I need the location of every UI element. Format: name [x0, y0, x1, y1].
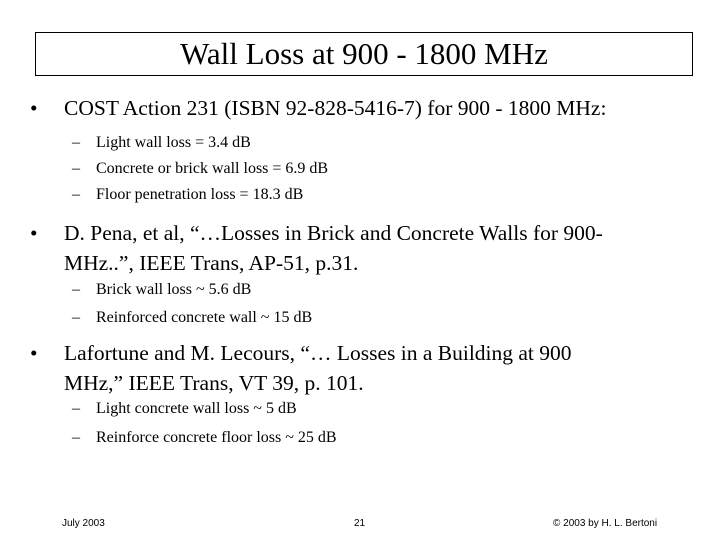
bullet-dot-icon: • — [30, 96, 38, 120]
dash-icon: – — [72, 400, 80, 417]
dash-icon: – — [72, 281, 80, 298]
bullet-2-line-2: MHz..”, IEEE Trans, AP-51, p.31. — [64, 251, 359, 275]
footer-date: July 2003 — [62, 518, 105, 529]
bullet-2-line-1: D. Pena, et al, “…Losses in Brick and Concrete Walls for 900- — [64, 221, 603, 245]
dash-icon: – — [72, 429, 80, 446]
bullet-1-line-1: COST Action 231 (ISBN 92-828-5416-7) for 900 - 1800 MHz: — [64, 96, 607, 120]
slide-title: Wall Loss at 900 - 1800 MHz — [180, 36, 548, 71]
bullet-dot-icon: • — [30, 221, 38, 245]
bullet-3-line-2: MHz,” IEEE Trans, VT 39, p. 101. — [64, 371, 364, 395]
dash-icon: – — [72, 134, 80, 151]
dash-icon: – — [72, 160, 80, 177]
dash-icon: – — [72, 309, 80, 326]
footer-page-number: 21 — [354, 518, 366, 529]
bullet-dot-icon: • — [30, 341, 38, 365]
dash-icon: – — [72, 186, 80, 203]
title-box — [35, 32, 693, 76]
footer-copyright: © 2003 by H. L. Bertoni — [553, 518, 658, 529]
bullet-3-line-1: Lafortune and M. Lecours, “… Losses in a Building at 900 — [64, 341, 572, 365]
